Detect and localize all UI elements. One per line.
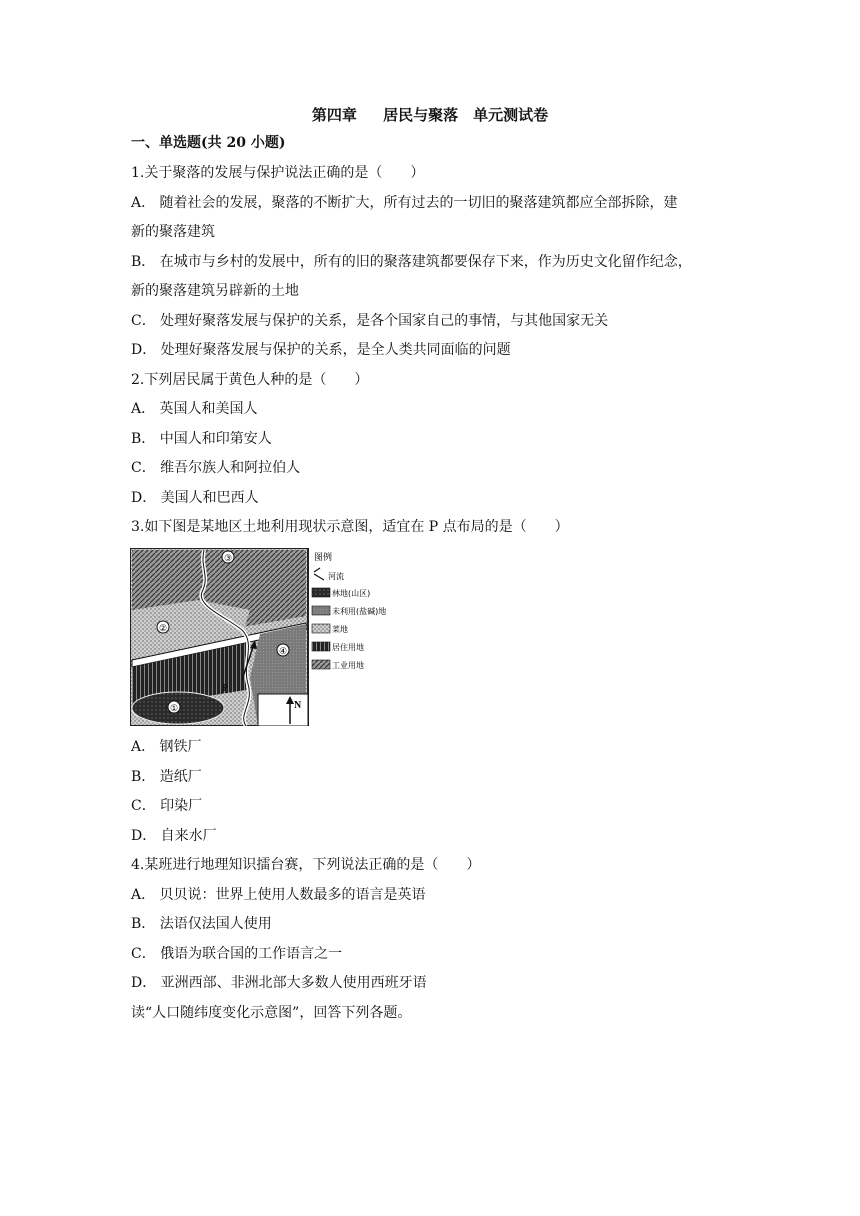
q1-option-b-line1: B． 在城市与乡村的发展中，所有的旧的聚落建筑都要保存下来，作为历史文化留作纪念， xyxy=(131,254,692,270)
legend-unused: 未利用(盐碱)地 xyxy=(332,607,387,616)
marker-1: ① xyxy=(170,704,179,714)
q1-option-c: C． 处理好聚落发展与保护的关系，是各个国家自己的事情，与其他国家无关 xyxy=(131,313,609,329)
q2-option-d: D． 美国人和巴西人 xyxy=(131,490,259,506)
q1-option-b-line2: 新的聚落建筑另辟新的土地 xyxy=(131,283,299,299)
q2-option-c: C． 维吾尔族人和阿拉伯人 xyxy=(131,460,301,476)
legend-vegetable: 菜地 xyxy=(332,625,348,634)
q4-option-d: D． 亚洲西部、非洲北部大多数人使用西班牙语 xyxy=(131,975,427,991)
point-p-label: P xyxy=(222,683,229,694)
north-label: N xyxy=(294,700,302,711)
q4-stem: 4.某班进行地理知识擂台赛，下列说法正确的是（ ） xyxy=(131,857,481,873)
q2-option-b: B． 中国人和印第安人 xyxy=(131,431,272,447)
q3-option-c: C． 印染厂 xyxy=(131,798,203,814)
marker-3: ③ xyxy=(224,554,233,564)
reading-note: 读“人口随纬度变化示意图”，回答下列各题。 xyxy=(131,1005,412,1021)
legend-forest: 林地(山区) xyxy=(332,589,371,598)
q3-stem: 3.如下图是某地区土地利用现状示意图，适宜在 P 点布局的是（ ） xyxy=(131,519,569,535)
legend-title: 图例 xyxy=(314,553,333,563)
q4-option-b: B． 法语仅法国人使用 xyxy=(131,916,272,932)
legend-residential: 居住用地 xyxy=(332,643,364,652)
marker-4: ④ xyxy=(279,647,288,657)
q1-option-a-line1: A． 随着社会的发展，聚落的不断扩大，所有过去的一切旧的聚落建筑都应全部拆除，建 xyxy=(131,195,678,211)
q2-option-a: A． 英国人和美国人 xyxy=(131,401,258,417)
q2-stem: 2.下列居民属于黄色人种的是（ ） xyxy=(131,372,369,388)
q1-option-a-line2: 新的聚落建筑 xyxy=(131,224,215,240)
legend-industrial: 工业用地 xyxy=(332,661,364,670)
q3-option-d: D． 自来水厂 xyxy=(131,828,217,844)
q3-option-a: A． 钢铁厂 xyxy=(131,739,202,755)
q4-option-a: A． 贝贝说：世界上使用人数最多的语言是英语 xyxy=(131,887,426,903)
q3-option-b: B． 造纸厂 xyxy=(131,769,202,785)
land-use-map-figure xyxy=(130,548,393,726)
section-heading: 一、单选题(共 20 小题) xyxy=(131,135,286,151)
legend-river: 河流 xyxy=(328,572,344,581)
q1-option-d: D． 处理好聚落发展与保护的关系，是全人类共同面临的问题 xyxy=(131,342,511,358)
q1-stem: 1.关于聚落的发展与保护说法正确的是（ ） xyxy=(131,165,425,181)
q4-option-c: C． 俄语为联合国的工作语言之一 xyxy=(131,946,343,962)
page-title: 第四章 居民与聚落 单元测试卷 xyxy=(311,106,549,124)
marker-2: ② xyxy=(159,624,168,634)
